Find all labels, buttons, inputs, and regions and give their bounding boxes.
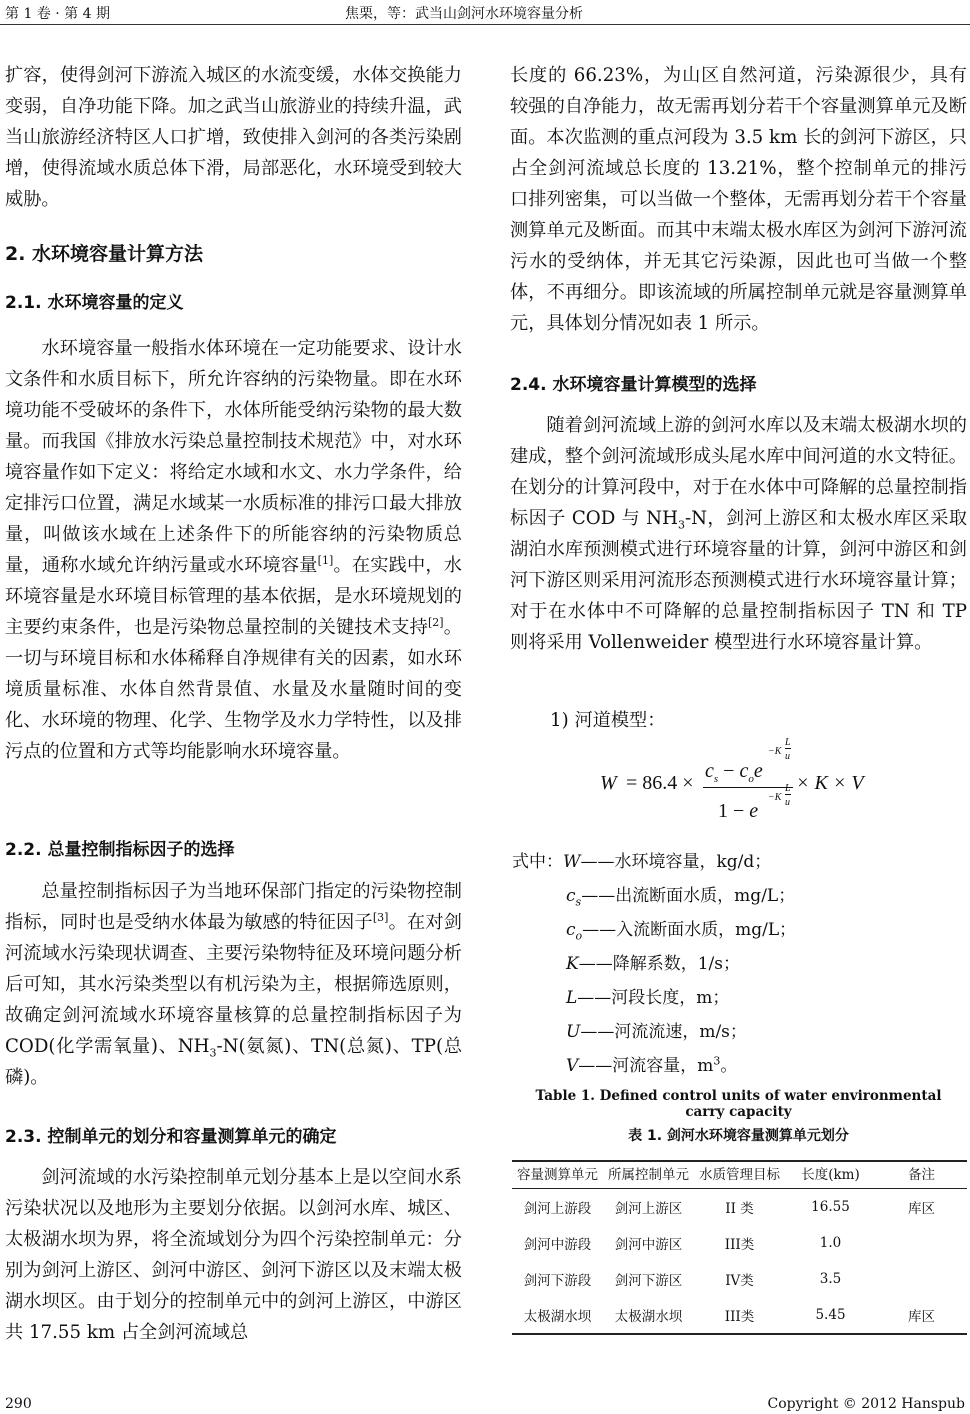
volume-issue: 第 1 卷 · 第 4 期 — [5, 6, 110, 22]
left-paragraph-3: 总量控制指标因子为当地环保部门指定的污染物控制指标，同时也是受纳水体最为敏感的特征因子[3]。在对剑河流域水污染现状调查、主要污染物特征及环境问题分析后可知，其水污染类型以有机污染为主，根据筛选原则，故确定剑河流域水环境容量核算的总量控制指标因子为COD(化学需氧量)、$NH_3-N$(氨氮)、TN(总氮)、TP(总磷)。 — [5, 881, 463, 1088]
section-heading-2-2: 2.2. 总量控制指标因子的选择 — [5, 840, 235, 860]
running-header — [0, 0, 970, 25]
section-heading-2-3: 2.3. 控制单元的划分和容量测算单元的确定 — [5, 1127, 337, 1147]
table-caption-zh: 表 1. 剑河水环境容量测算单元划分 — [628, 1128, 849, 1144]
page-number: 290 — [5, 1396, 32, 1412]
model-label: 1) 河道模型： — [550, 710, 666, 731]
table-header-row: 容量测算单元 所属控制单元 水质管理目标 长度(km) 备注 — [512, 1161, 967, 1189]
left-paragraph-2: 水环境容量一般指水体环境在一定功能要求、设计水文条件和水质目标下，所允许容纳的污染物量。即在水环境功能不受破坏的条件下，水体所能受纳污染物的最大数量。而我国《排放水污染总量控制技术规范》中，对水环境容量作如下定义：将给定水域和水文、水力学条件，给定排污口位置，满足水域某一水质标准的排污口最大排放量，叫做该水域在上述条件下的所能容纳的污染物质总量，通称水域允许纳污量或水环境容量[1]。在实践中，水环境容量是水环境目标管理的基本依据，是水环境规划的主要约束条件，也是污染物总量控制的关键技术支持[2]。一切与环境目标和水体稀释自净规律有关的因素，如水环境质量标准、水体自然背景值、水量及水量随时间的变化、水环境的物理、化学、生物学及水力学特性，以及排污点的位置和方式等均能影响水环境容量。 — [5, 338, 462, 762]
paper-page: 第 1 卷 · 第 4 期 焦栗，等：武当山剑河水环境容量分析 扩容，使得剑河下游流入城区的水流变缓，水体交换能力变弱，自净功能下降。加之武当山旅游业的持续升温，武当山旅游经济特区人口扩增，致使排入剑河的各类污染剧增，使得流域水质总体下滑，局部恶化，水环境受到较大威胁。 2. 水环境容量计算方法 2.1. 水环境容量的定义 水环境容量一般指水体环境在一定功能要求、设计水文条件和水质目标下，所允许容纳的污染物量。即在水环境功能不受破坏的条件下，水体所能受纳污染物的最大数量。而我国《排放水污染总量控制技术规范》中，对水环境容量作如下定义：将给定水域和水文、水力学条件，给定排污口位置，满足水域某一水质标准的排污口最大排放量，叫做该水域在上述条件下的所能容纳的污染物质总量，通称水域允许纳污量或水环境容量[1]。在实践中，水环境容量是水环境目标管理的基本依据，是水环境规划的主要约束条件，也是污染物总量控制的关键技术支持[2]。一切与环境目标和水体稀释自净规律有关的因素，如水环境质量标准、水体自然背景值、水量及水量随时间的变化、水环境的物理、化学、生物学及水力学特性，以及排污点的位置和方式等均能影响水环境容量。 2.2. 总量控制指标因子的选择 总量控制指标因子为当地环保部门指定的污染物控制指标，同时也是受纳水体最为敏感的特征因子[3]。在对剑河流域水污染现状调查、主要污染物特征及环境问题分析后可知，其水污染类型以有机污染为主，根据筛选原则，故确定剑河流域水环境容量核算的总量控制指标因子为COD(化学需氧量)、$NH_3-N$(氨氮)、TN(总氮)、TP(总磷)。 2.3. 控制单元的划分和容量测算单元的确定 剑河流域的水污染控制单元划分基本上是以空间水系污染状况以及地形为主要划分依据。以剑河水库、城区、太极湖水坝为界，将全流域划分为四个污染控制单元：分别为剑河上游区、剑河中游区、剑河下游区以及末端太极湖水坝区。由于划分的控制单元中的剑河上游区，中游区共 17.55 km 占全剑河流域总 长度的 66.23%，为山区自然河道，污染源很少，具有较强的自净能力，故无需再划分若干个容量测算单元及断面。本次监测的重点河段为 3.5 km 长的剑河下游区，只占全剑河流域总长度的 13.21%，整个控制单元的排污口排列密集，可以当做一个整体，无需再划分若干个容量测算单元及断面。而其中末端太极水库区为剑河下游河流污水的受纳体，并无其它污染源，因此也可当做一个整体，不再细分。即该流域的所属控制单元就是容量测算单元，具体划分情况如表 1 所示。 2.4. 水环境容量计算模型的选择 随着剑河流域上游的剑河水库以及末端太极湖水坝的建成，整个剑河流域形成头尾水库中间河道的水文特征。在划分的计算河段中，对于在水体中可降解的总量控制指标因子 COD 与 $NH_3-N$，剑河上游区和太极水库区采取湖泊水库预测模式进行环境容量的计算，剑河中游区和剑河下游区则采用河流形态预测模式进行水环境容量计算；对于在水体中不可降解的总量控制指标因子 TN 和 TP 则将采用 Vollenweider 模型进行水环境容量计算。 1) 河道模型： W = 86.4 × $c_s - c_oe$ −K L u 1 − e −K L u × K × V 式中：W——水环境容量，kg/d； $c_s——$出流断面水质，mg/L； $c_o——$入流断面水质，mg/L； K——降解系数，1/s； L——河段长度，m； U——河流流速，m/s； V——河流容量，$m^3$。 Table 1. Defined control units of water environmental carry capacity 表 1. 剑河水环境容量测算单元划分 容量测算单元 所属控制单元 水质管理目标 长度(km) 备注 剑河上游段 剑河上游区 II 类 16.55 库区 剑河中游段 剑河中游区 III类 1.0 剑河下游段 剑河下游区 IV类 3.5 太极湖水坝 太极湖水坝 III类 5.45 库区 290 Copyright © 2012 Hanspub — [0, 0, 970, 1414]
citation-3[interactable]: [3] — [372, 910, 389, 924]
right-paragraph-1: 长度的 66.23%，为山区自然河道，污染源很少，具有较强的自净能力，故无需再划分若干个容量测算单元及断面。本次监测的重点河段为 3.5 km 长的剑河下游区，只占全剑河流域总长度的 13.21%，整个控制单元的排污口排列密集，可以当做一个整体，无需再划分若干个容量测算单元及断面。而其中末端太极水库区为剑河下游河流污水的受纳体，并无其它污染源，因此也可当做一个整体，不再细分。即该流域的所属控制单元就是容量测算单元，具体划分情况如表 1 所示。 — [510, 65, 967, 334]
table-row: 太极湖水坝 太极湖水坝 III类 5.45 库区 — [512, 1297, 967, 1334]
table-caption-en: Table 1. Defined control units of water environmental carry capacity — [535, 1088, 942, 1120]
section-heading-2-1: 2.1. 水环境容量的定义 — [5, 293, 184, 313]
table-row: 剑河下游段 剑河下游区 IV类 3.5 — [523, 1271, 842, 1289]
control-units-table — [512, 1160, 967, 1335]
fraction-bar — [703, 787, 793, 788]
running-title: 焦栗，等：武当山剑河水环境容量分析 — [345, 6, 583, 22]
section-heading-2: 2. 水环境容量计算方法 — [5, 243, 204, 265]
table-row: 剑河上游段 剑河上游区 II 类 16.55 库区 — [523, 1199, 935, 1217]
table-row: 剑河中游段 剑河中游区 III类 1.0 — [523, 1235, 842, 1253]
right-paragraph-2: 随着剑河流域上游的剑河水库以及末端太极湖水坝的建成，整个剑河流域形成头尾水库中间河道的水文特征。在划分的计算河段中，对于在水体中可降解的总量控制指标因子 COD 与 $NH_3-N$，剑河上游区和太极水库区采取湖泊水库预测模式进行环境容量的计算，剑河中游区和剑河下游区则采用河流形态预测模式进行水环境容量计算；对于在水体中不可降解的总量控制指标因子 TN 和 TP 则将采用 Vollenweider 模型进行水环境容量计算。 — [510, 415, 968, 653]
citation-2[interactable]: [2] — [428, 615, 444, 629]
left-paragraph-4: 剑河流域的水污染控制单元划分基本上是以空间水系污染状况以及地形为主要划分依据。以剑河水库、城区、太极湖水坝为界，将全流域划分为四个污染控制单元：分别为剑河上游区、剑河中游区、剑河下游区以及末端太极湖水坝区。由于划分的控制单元中的剑河上游区，中游区共 17.55 km 占全剑河流域总 — [5, 1167, 462, 1343]
variable-definitions: 式中：W——水环境容量，kg/d； $c_s——$出流断面水质，mg/L； $c_o——$入流断面水质，mg/L； K——降解系数，1/s； L——河段长度，m； U——河流流速，m/s； V——河流容量，$m^3$。 — [512, 852, 797, 1076]
left-paragraph-1: 扩容，使得剑河下游流入城区的水流变缓，水体交换能力变弱，自净功能下降。加之武当山旅游业的持续升温，武当山旅游经济特区人口扩增，致使排入剑河的各类污染剧增，使得流域水质总体下滑，局部恶化，水环境受到较大威胁。 — [5, 65, 462, 210]
section-heading-2-4: 2.4. 水环境容量计算模型的选择 — [510, 375, 757, 395]
copyright: Copyright © 2012 Hanspub — [767, 1396, 965, 1412]
citation-1[interactable]: [1] — [317, 553, 334, 567]
